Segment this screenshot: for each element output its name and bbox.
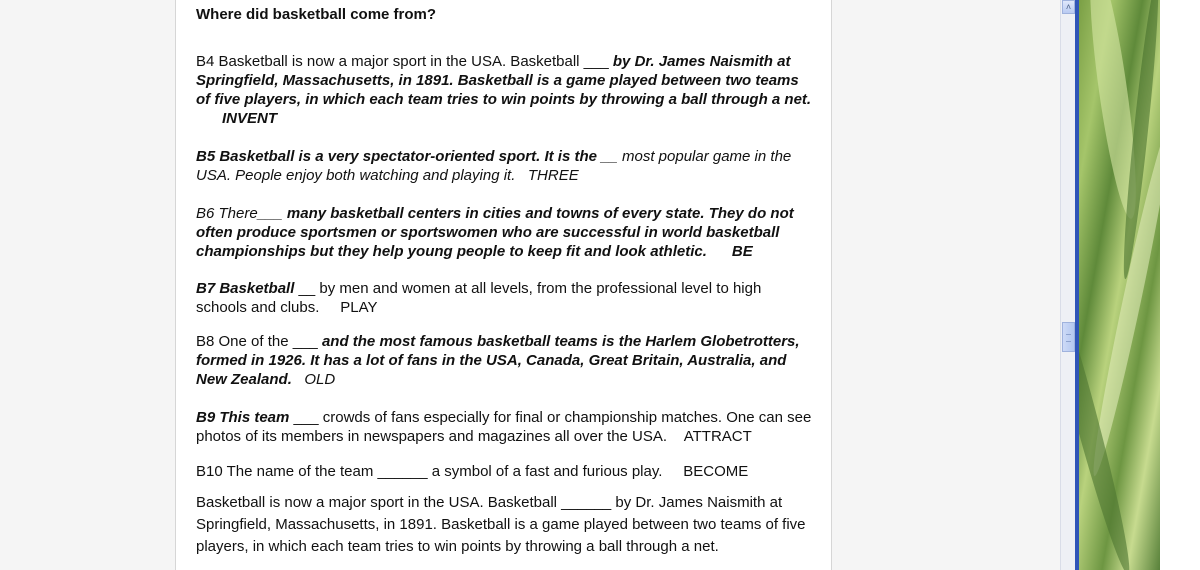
b5-rest: __ most popular game in the USA. People enjoy both watching and playing it. [196,148,792,184]
vertical-scrollbar[interactable] [1060,0,1076,570]
scroll-thumb[interactable] [1062,322,1075,352]
b7-word: PLAY [340,299,378,316]
repeat-paragraph: Basketball is now a major sport in the USA. Basketball ______ by Dr. James Naismith at Springfield, Massachusetts, in 1891. Basketball is a game played between two teams of five players, in which each team tries to win points by throwing a ball through a net. [196,494,806,555]
b7-start: B7 Basketball [196,280,295,297]
b6-rest: many basketball centers in cities and towns of every state. They do not often produce sportsmen or sportswomen who are successful in world basketball championships but they help young people to keep fit and look athletic. [196,205,794,260]
b9-start: B9 This team [196,409,290,426]
b9-rest: ___ crowds of fans especially for final or championship matches. One can see photos of its members in newspapers and magazines all over the USA. [196,409,812,445]
grip-icon [1066,334,1071,342]
b7-rest: __ by men and women at all levels, from the professional level to high schools and clubs. [196,280,762,316]
b5-start: B5 Basketball is a very spectator-oriented sport. It is the [196,148,597,165]
grass-background [1079,0,1160,570]
b4-start: B4 Basketball is now a major sport in the USA. Basketball ___ [196,53,613,70]
question-b4 [196,52,816,128]
page-title: Where did basketball come from? [196,6,437,23]
b8-rest: and the most famous basketball teams is the Harlem Globetrotters, formed in 1926. It has a lot of fans in the USA, Canada, Great Britain, Australia, and New Zealand. [196,333,800,388]
question-b9 [196,408,816,446]
b10-word: BECOME [683,463,749,480]
b6-word: BE [731,243,753,260]
question-b10 [196,462,816,481]
b8-word: OLD [304,371,336,388]
question-b8 [196,332,816,389]
question-b5 [196,147,816,185]
b6-start: B6 There___ [196,205,287,222]
b4-rest: by Dr. James Naismith at Springfield, Massachusetts, in 1891. Basketball is a game played between two teams of five players, in which each team tries to win points by throwing a ball through a net. [196,53,812,108]
b8-start: B8 One of the ___ [196,333,322,350]
b10-text: B10 The name of the team ______ a symbol of a fast and furious play. [196,463,663,480]
document-page [175,0,832,570]
question-b7 [196,279,816,317]
scroll-up-button[interactable]: ˄ [1062,0,1075,14]
b5-word: THREE [527,167,579,184]
b9-word: ATTRACT [683,428,752,445]
right-margin [1160,0,1200,570]
b4-word: INVENT [222,110,278,127]
question-b6 [196,204,816,261]
